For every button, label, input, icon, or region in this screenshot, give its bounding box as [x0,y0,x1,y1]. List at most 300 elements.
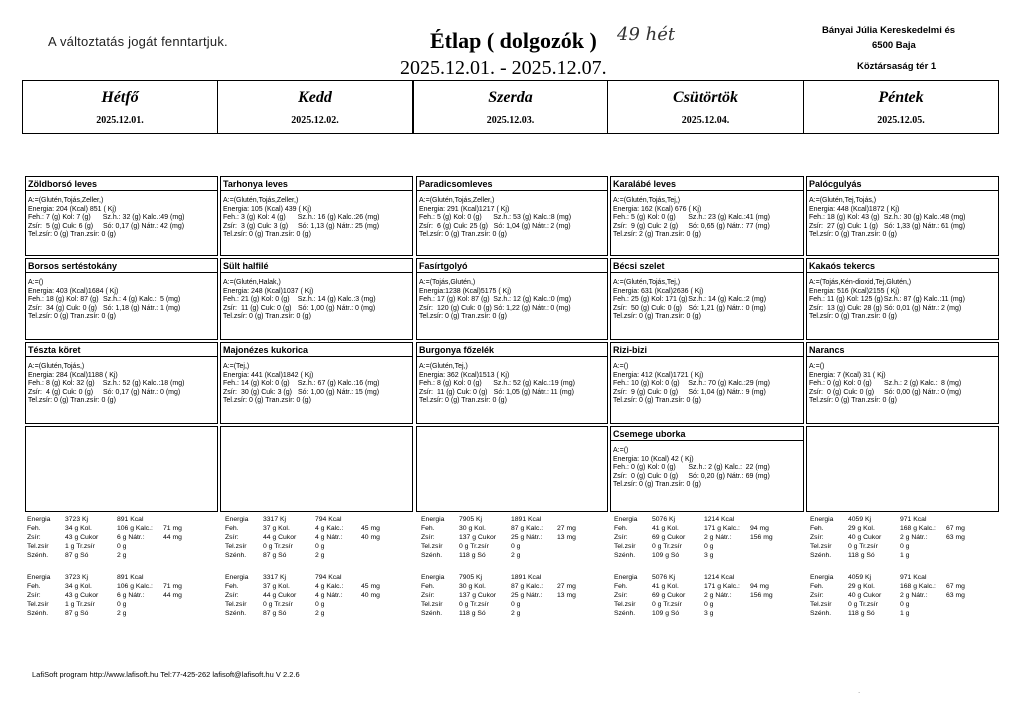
nutrient-value: 5 (g) Kol: 0 (g) [437,214,482,222]
meal-cell [806,176,999,256]
nutrient-value: Só: 1,00 (g) Nátr.: [298,388,354,396]
summary-value: 2 g [315,552,325,559]
nutrient-row [807,380,998,389]
summary-value: 168 g Kalc.: [900,583,936,590]
summary-value [750,551,790,560]
day-name: Csütörtök [673,89,738,106]
summary-value: Zsír: [421,534,435,541]
nutrient-value: Feh.: [613,214,629,222]
nutrient-value: Feh.: [419,214,435,222]
summary-row [225,600,401,609]
summary-value: Zsír: [225,592,239,599]
summary-value: 27 mg [557,583,576,590]
summary-value: 0 g [117,601,127,608]
nutrient-value: Só: 1,13 (g) Nátr.: [298,222,354,230]
summary-row [421,524,597,533]
allergen-list: A:=(Glutén,Tojás,Zeller,) [419,197,495,204]
summary-row [614,515,790,524]
nutrient-value: 17 (g) Kol: 87 (g) [437,296,490,304]
daily-summary [421,515,597,560]
summary-row [810,609,986,618]
summary-value [361,600,401,609]
nutrient-value: Sz.h.: 14 (g) Kalc.: [297,296,356,304]
summary-row [810,582,986,591]
summary-value: 0 g [900,601,910,608]
nutrient-value: Só: 1,04 (g) Nátr.: [688,388,744,396]
summary-value: 44 g Cukor [263,534,297,541]
meal-name: Borsos sertéstokány [26,259,217,273]
nutrient-value: Feh.: [28,380,44,388]
nutrient-value: 42 (mg) [160,222,185,230]
summary-value: 4 g Nátr.: [315,592,343,599]
meal-cell [806,342,999,424]
nutrient-value: 26 (mg) [355,214,380,222]
summary-value: 1214 Kcal [704,574,735,581]
summary-value: 69 g Cukor [652,592,686,599]
nutrient-row [221,305,412,314]
summary-value: 0 g Tr.zsír [848,543,878,550]
summary-value: 1 g [900,610,910,617]
nutrient-value: Só: 1,21 (g) Nátr.: [688,304,744,312]
nutrient-value: 34 (g) Cuk: 0 (g) [46,304,97,312]
daily-summary [421,573,597,618]
nutrient-value: 25 (g) Kol: 171 (g) [631,296,688,304]
meal-name: Tészta köret [26,343,217,357]
summary-row [810,573,986,582]
nutrient-value: 18 (g) Kol: 87 (g) [46,296,99,304]
summary-value: 0 g [315,601,325,608]
summary-value: 5076 Kj [652,516,676,523]
date-range: 2025.12.01. - 2025.12.07. [400,57,607,79]
summary-row [27,609,203,618]
day-header-2 [217,80,413,134]
nutrient-value: 5 (g) Kol: 0 (g) [631,214,676,222]
nutrient-value: Feh.: [28,214,44,222]
summary-value: Tel.zsír [225,601,247,608]
nutrient-value: 0 (mg) [941,388,962,396]
fat-values: Tel.zsír: 0 (g) Tran.zsír: 0 (g) [809,231,897,239]
summary-value: Energia [225,574,249,581]
summary-row [225,524,401,533]
summary-value: 3 g [704,552,714,559]
summary-value: 794 Kcal [315,516,342,523]
summary-value [750,609,790,618]
summary-value: 1 g Tr.zsír [65,543,95,550]
summary-value [750,573,790,582]
summary-row [27,515,203,524]
summary-value: 0 g [511,543,521,550]
summary-row [27,573,203,582]
summary-value: Feh. [810,583,824,590]
summary-value: 13 mg [557,592,576,599]
summary-value: 106 g Kalc.: [117,525,153,532]
summary-value [750,542,790,551]
summary-value: Energia [421,516,445,523]
nutrient-value: 0 (mg) [550,296,572,304]
nutrient-value: Zsír: [613,472,627,480]
summary-value: Feh. [614,525,628,532]
summary-value [557,515,597,524]
summary-row [27,600,203,609]
nutrient-value: Feh.: [613,296,629,304]
nutrient-row [221,296,412,305]
summary-row [421,591,597,600]
summary-value: 13 mg [557,534,576,541]
nutrient-value: Sz.h.: 12 (g) Kalc.: [493,296,551,304]
summary-value: Tel.zsír [421,543,443,550]
fat-values: Tel.zsír: 0 (g) Tran.zsír: 0 (g) [809,313,897,321]
meal-cell [416,342,608,424]
meal-name: Majonézes kukorica [221,343,412,357]
nutrient-value: 11 (g) Cuk: 0 (g) [241,304,292,312]
nutrient-row [611,296,803,305]
fat-values: Tel.zsír: 0 (g) Tran.zsír: 0 (g) [809,397,897,405]
nutrient-value: 9 (g) Cuk: 0 (g) [631,388,679,396]
summary-value: 7905 Kj [459,574,483,581]
summary-value: 156 mg [750,592,773,599]
summary-value: 34 g Kol. [65,583,92,590]
day-header-5 [803,80,999,134]
summary-row [225,542,401,551]
day-name: Szerda [488,89,533,106]
summary-value: 1 g Tr.zsír [65,601,95,608]
nutrient-row [26,223,217,232]
summary-value [361,573,401,582]
summary-value: 156 mg [750,534,773,541]
summary-value: Szénh. [421,610,443,617]
nutrient-value: Sz.h.: 16 (g) Kalc.: [297,214,356,222]
summary-value: 4 g Kalc.: [315,525,344,532]
scan-mark: . [858,686,861,695]
summary-value: 1891 Kcal [511,516,542,523]
energy-value: Energia: 362 (Kcal)1513 ( Kj) [419,371,510,379]
summary-value: 3317 Kj [263,516,287,523]
summary-value: Szénh. [225,610,247,617]
day-date: 2025.12.01. [96,115,144,126]
nutrient-value: 13 (g) Cuk: 28 (g) [827,304,882,312]
nutrient-value: Sz.h.: 87 (g) Kalc.: [883,296,942,304]
summary-row [810,515,986,524]
nutrient-value: 7 (g) Kol: 7 (g) [46,214,91,222]
nutrient-value: 0 (mg) [550,304,571,312]
allergen-list: A:=(Tojás,Glutén,) [419,279,476,286]
meal-name: Kakaós tekercs [807,259,998,273]
nutrient-value: 9 (mg) [745,388,766,396]
summary-value: 67 mg [946,525,965,532]
nutrient-row [417,380,607,389]
summary-value [946,573,986,582]
nutrient-value: Só: 0,17 (g) Nátr.: [103,388,159,396]
company-address: Köztársaság tér 1 [857,61,937,72]
allergen-list: A:=(Glutén,Tojás,Zeller,) [28,197,104,204]
summary-value: 25 g Nátr.: [511,592,543,599]
allergen-list: A:=() [613,363,629,370]
fat-values: Tel.zsír: 0 (g) Tran.zsír: 0 (g) [419,397,507,405]
summary-value: 2 g Nátr.: [704,534,732,541]
summary-value: 87 g Só [263,552,287,559]
nutrient-value: 0 (g) Kol: 0 (g) [631,464,676,472]
summary-value: 94 mg [750,583,769,590]
nutrient-value: 1 (mg) [160,304,181,312]
summary-row [614,609,790,618]
company-name: Bányai Júlia Kereskedelmi és [822,25,956,36]
nutrient-value: 5 (g) Cuk: 6 (g) [46,222,94,230]
summary-value: 4 g Nátr.: [315,534,343,541]
fat-values: Tel.zsír: 0 (g) Tran.zsír: 0 (g) [28,397,116,405]
summary-value [163,551,203,560]
summary-value: 118 g Só [459,552,486,559]
nutrient-value: 29 (mg) [745,380,770,388]
summary-value: 3 g [704,610,714,617]
nutrient-value: Feh.: [809,214,825,222]
daily-summary [810,515,986,560]
summary-value: Tel.zsír [810,543,832,550]
summary-value: Szénh. [27,610,49,617]
meal-cell [610,176,804,256]
nutrient-row [611,214,803,223]
summary-value: 3723 Kj [65,516,89,523]
day-date: 2025.12.03. [486,115,535,126]
nutrient-value: 48 (mg) [941,214,966,222]
daily-summary [225,515,401,560]
nutrient-value: Feh.: [419,296,435,304]
nutrient-value: 49 (mg) [160,214,185,222]
nutrient-value: 0 (mg) [745,304,766,312]
summary-value: 2 g [511,552,521,559]
summary-value: Zsír: [810,534,824,541]
fat-values: Tel.zsír: 0 (g) Tran.zsír: 0 (g) [613,313,701,321]
summary-value: 171 g Kalc.: [704,525,740,532]
allergen-list: A:=(Tojás,Kén-dioxid,Tej,Glutén,) [809,279,912,286]
meal-name: Palócgulyás [807,177,998,191]
summary-value: Szénh. [810,610,832,617]
nutrient-value: 11 (mg) [550,388,574,396]
summary-value: Zsír: [27,534,41,541]
nutrient-value: 9 (g) Cuk: 2 (g) [631,222,679,230]
summary-value: 137 g Cukor [459,592,497,599]
summary-value: 7905 Kj [459,516,483,523]
summary-value: Zsír: [27,592,41,599]
summary-value: 171 g Kalc.: [704,583,740,590]
nutrient-value: 6 (g) Cuk: 25 (g) [437,222,488,230]
nutrient-value: 41 (mg) [745,214,770,222]
nutrient-value: 27 (g) Cuk: 1 (g) [827,222,878,230]
nutrient-value: Só: 1,18 (g) Nátr.: [103,304,159,312]
nutrient-row [221,214,412,223]
nutrient-value: Feh.: [223,380,239,388]
summary-value: 118 g Só [459,610,486,617]
summary-row [27,551,203,560]
nutrient-value: Feh.: [809,380,825,388]
nutrient-value: Só: 1,22 (g) Nátr.: [493,304,549,312]
nutrient-value: 0 (g) Cuk: 0 (g) [827,388,875,396]
daily-summary [225,573,401,618]
meal-name: Zöldborsó leves [26,177,217,191]
summary-row [421,609,597,618]
summary-value: 5076 Kj [652,574,676,581]
summary-value: Szénh. [614,552,636,559]
summary-value: Feh. [27,525,41,532]
nutrient-value: Zsír: [809,304,823,312]
nutrient-value: 15 (mg) [355,388,380,396]
summary-value: 3317 Kj [263,574,287,581]
empty-meal-cell [25,426,218,512]
summary-value: Szénh. [421,552,443,559]
summary-value: 40 mg [361,534,380,541]
summary-row [27,542,203,551]
nutrient-value: 0 (mg) [355,304,376,312]
meal-cell [25,258,218,340]
nutrient-value: Feh.: [28,296,44,304]
nutrient-value: 3 (mg) [355,296,376,304]
nutrient-value: 69 (mg) [745,472,770,480]
nutrient-value: 5 (mg) [160,296,181,304]
summary-row [225,591,401,600]
meal-cell [220,258,413,340]
summary-value: 63 mg [946,534,965,541]
energy-value: Energia: 516 (Kcal)2155 ( Kj) [809,287,900,295]
summary-value: 1 g [900,552,910,559]
summary-value: Tel.zsír [421,601,443,608]
meal-name: Rizi-bizi [611,343,803,357]
summary-value: 45 mg [361,525,380,532]
summary-value: 87 g Só [65,552,89,559]
nutrient-value: Só: 0,65 (g) Nátr.: [688,222,744,230]
nutrient-value: 18 (mg) [160,380,185,388]
nutrient-row [611,389,803,398]
summary-row [421,573,597,582]
software-footer: LafiSoft program http://www.lafisoft.hu Tel:77-425-262 lafisoft@lafisoft.hu V 2.2.6 [32,670,300,679]
summary-value [361,551,401,560]
nutrient-value: Só: 0,01 (g) Nátr.: [884,304,940,312]
summary-value: 1891 Kcal [511,574,542,581]
summary-value: 0 g Tr.zsír [459,543,489,550]
nutrient-value: Feh.: [613,380,629,388]
allergen-list: A:=() [809,363,825,370]
nutrient-row [26,389,217,398]
nutrient-value: 2 (mg) [941,304,962,312]
handwritten-week-note: 49 hét [617,24,676,45]
summary-row [614,542,790,551]
nutrient-value: Sz.h.: 32 (g) Kalc.: [102,214,161,222]
nutrient-value: Zsír: [613,388,627,396]
summary-value: 6 g Nátr.: [117,592,145,599]
summary-value: 71 mg [163,525,182,532]
summary-value [557,542,597,551]
nutrient-value: Só: 0,17 (g) Nátr.: [103,222,159,230]
summary-value: 87 g Kalc.: [511,583,544,590]
summary-row [225,515,401,524]
nutrient-row [26,296,217,305]
summary-value: 0 g Tr.zsír [459,601,489,608]
nutrient-value: Zsír: [809,222,823,230]
meal-name: Paradicsomleves [417,177,607,191]
nutrient-value: Zsír: [613,304,627,312]
summary-row [27,533,203,542]
nutrient-value: 11 (g) Kol: 125 (g) [827,296,883,304]
summary-value: Feh. [421,583,435,590]
summary-value: 2 g Nátr.: [900,534,928,541]
allergen-list: A:=(Glutén,Tej,) [419,363,468,370]
nutrient-row [611,223,803,232]
nutrient-row [807,305,998,314]
nutrient-value: Feh.: [419,380,435,388]
nutrient-value: 8 (mg) [941,380,962,388]
summary-value: 71 mg [163,583,182,590]
allergen-list: A:=(Glutén,Tojás,) [28,363,85,370]
summary-value: 109 g Só [652,610,680,617]
summary-value: Zsír: [225,534,239,541]
nutrient-value: 3 (g) Cuk: 3 (g) [241,222,289,230]
nutrient-value: 22 (mg) [745,464,770,472]
summary-value: 45 mg [361,583,380,590]
meal-name: Bécsi szelet [611,259,803,273]
summary-row [614,533,790,542]
nutrient-row [611,473,803,482]
nutrient-value: Sz.h.: 2 (g) Kalc.: [884,380,938,388]
summary-value: 94 mg [750,525,769,532]
summary-value: 106 g Kalc.: [117,583,153,590]
meal-name: Csemege uborka [611,427,803,441]
daily-summary [810,573,986,618]
summary-value [557,551,597,560]
summary-value: 168 g Kalc.: [900,525,936,532]
nutrient-value: Sz.h.: 70 (g) Kalc.: [688,380,746,388]
summary-row [27,524,203,533]
nutrient-value: 120 (g) Cuk: 0 (g) [437,304,492,312]
day-name: Kedd [298,89,332,106]
summary-value: Szénh. [810,552,832,559]
fat-values: Tel.zsír: 0 (g) Tran.zsír: 0 (g) [28,231,116,239]
summary-value: Zsír: [614,534,628,541]
nutrient-value: Zsír: [809,388,823,396]
nutrient-value: 10 (g) Kol: 0 (g) [631,380,680,388]
summary-value: 30 g Kol. [459,583,486,590]
allergen-list: A:=(Glutén,Tojás,Zeller,) [223,197,299,204]
summary-value [163,609,203,618]
nutrient-row [611,380,803,389]
summary-row [27,582,203,591]
summary-value: Tel.zsír [27,601,49,608]
summary-value [163,515,203,524]
summary-value: 891 Kcal [117,516,144,523]
summary-value: 87 g Só [65,610,89,617]
nutrient-value: Zsír: [28,388,42,396]
summary-value: 43 g Cukor [65,534,99,541]
company-city: 6500 Baja [872,40,916,51]
summary-value [750,600,790,609]
summary-row [421,515,597,524]
summary-value: Szénh. [225,552,247,559]
meal-cell [25,176,218,256]
energy-value: Energia: 248 (Kcal)1037 ( Kj) [223,287,314,295]
summary-value: 37 g Kol. [263,583,290,590]
summary-value: 0 g [704,543,714,550]
nutrient-row [221,380,412,389]
nutrient-value: Só: 1,04 (g) Nátr.: [493,222,549,230]
nutrient-value: Zsír: [223,388,237,396]
summary-value: 87 g Kalc.: [511,525,544,532]
nutrient-value: 8 (g) Kol: 0 (g) [437,380,482,388]
summary-value [946,600,986,609]
summary-value: Energia [27,516,51,523]
summary-value: Energia [421,574,445,581]
summary-value [361,542,401,551]
nutrient-value: Zsír: [419,388,433,396]
summary-value: 0 g Tr.zsír [652,601,682,608]
nutrient-value: Sz.h.: 2 (g) Kalc.: [688,464,743,472]
nutrient-value: 0 (mg) [160,388,181,396]
